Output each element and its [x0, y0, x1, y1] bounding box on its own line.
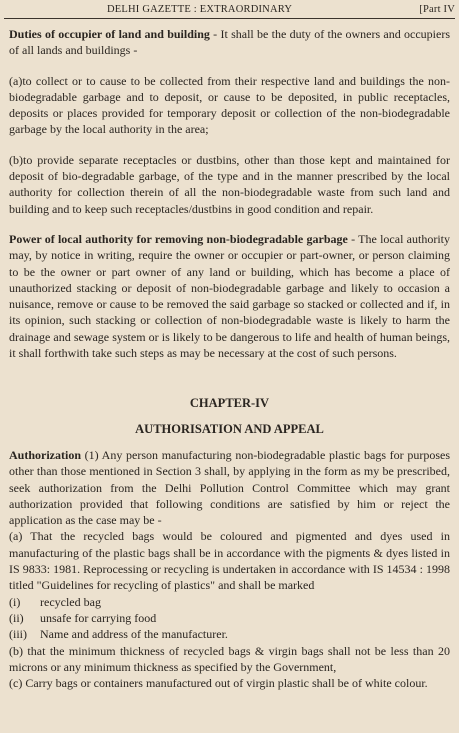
chapter-title: AUTHORISATION AND APPEAL — [135, 422, 324, 436]
gazette-title: DELHI GAZETTE : EXTRAORDINARY — [107, 4, 293, 15]
marking-list — [9, 594, 450, 643]
authorization-item-b: (b) that the minimum thickness of recycled bags & virgin bags shall not be less than 20 microns or any minimum thickness as specified by the Government, — [9, 643, 450, 674]
authorization-heading: Authorization — [9, 448, 81, 462]
authorization-item-c: (c) Carry bags or containers manufactured out of virgin plastic shall be of white colour. — [9, 676, 428, 691]
part-label: [Part IV — [419, 4, 455, 15]
power-heading: Power of local authority for removing non-biodegradable garbage — [9, 231, 348, 246]
duties-item-b: (b)to provide separate receptacles or dustbins, other than those kept and maintained for deposit of bio-degradable garbage, of the type and in the manner prescribed by the local authority for collection therein of all the non-biodegradable waste from such land and building and to keep such receptacles/dustbins in good condition and repair. — [9, 152, 450, 216]
authorization-item-a: (a) That the recycled bags would be coloured and pigmented and dyes used in manufacturing of the plastic bags shall be in accordance with the pigments & dyes listed in IS 9833: 1981. Reprocessing or recycling is undertaken in accordance with IS 14534 : 1998 titled "Guidelines for recycling of plastics" and shall be marked — [9, 529, 450, 593]
authorization-text: (1) Any person manufacturing non-biodegradable plastic bags for purposes other than those mentioned in Section 3 shall, by applying in the form as my be prescribed, seek authorization from the Delhi Pollution Control Committee which may grant authorization provided that following conditions are satisfied by him or reject the application as the case may be - — [9, 448, 450, 528]
power-text: - The local authority may, by notice in writing, require the owner or occupier or part-owner, or person claiming to be the owner or part owner of any land or building, which has become a place of unauthorized stacking or deposit of non-biodegradable garbage and likely to occasion a nuisance, remove or cause to be removed the said garbage so stacked or collected and if, in its opinion, such stacking or collection of non-biodegradable waste is likely to harm the drainage and sewage system or is likely to be dangerous to life and health of human beings, it shall forthwith take such steps as may be necessary at the cost of such persons. — [9, 231, 450, 361]
duties-item-a: (a)to collect or to cause to be collected from their respective land and buildings the non-biodegradable garbage and to deposit, or cause to be deposited, in public receptacles, deposits or places provided for temporary deposit or collection of the non-biodegradable garbage by the local authority in the area; — [9, 73, 450, 137]
duties-paragraph — [9, 26, 450, 59]
duties-heading: Duties of occupier of land and building — [9, 27, 210, 41]
list-item: (ii) unsafe for carrying food — [9, 610, 157, 625]
power-paragraph — [9, 231, 450, 361]
page-header — [4, 2, 455, 19]
authorization-section — [9, 447, 450, 691]
list-item: (i) recycled bag — [9, 594, 101, 609]
document-body — [9, 26, 450, 361]
authorization-paragraph — [9, 447, 450, 528]
list-item: (iii) Name and address of the manufacturer. — [9, 627, 228, 642]
duties-intro: - It shall be the duty of the owners and occupiers of all lands and buildings - — [9, 27, 450, 58]
chapter-number: CHAPTER-IV — [189, 396, 270, 410]
